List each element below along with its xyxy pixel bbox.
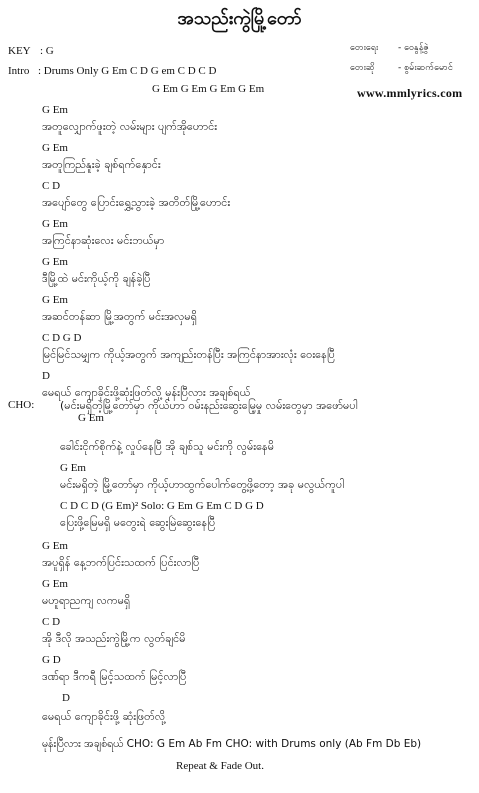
chord-line-16: G D: [42, 654, 61, 666]
chord-line-11: G Em: [60, 462, 86, 474]
lyric-line-1: အတူလျှောက်ဖူးတဲ့ လမ်းများ ပျက်အိုဟောင်း: [42, 120, 218, 133]
chord-line-15: C D: [42, 616, 61, 628]
intro-chords-2: G Em G Em G Em G Em: [152, 83, 265, 95]
credit-singer-role: တေးဆို: [350, 63, 375, 73]
lyric-line-2: အတူကြည်နူးခဲ့ ချစ်ရက်နှောင်း: [42, 158, 161, 171]
outro-note: Repeat & Fade Out.: [176, 760, 264, 772]
chord-line-12: C D C D (G Em)² Solo: G Em G Em C D G D: [60, 500, 264, 512]
chord-line-9: G Em: [78, 412, 104, 424]
chorus-label: CHO:: [8, 399, 35, 411]
lyric-line-6: အဆင်တန်ဆာ မြို့အတွက် မင်းအလှမရှိ: [42, 310, 197, 323]
lyric-line-12: ပြေးဖို့မြေမရှိ မတွေးရဲ ဆွေးမြဲဆွေးနေပြီ: [60, 516, 216, 529]
lyric-line-16: ဒဏ်ရာ ဒီကရီ မြင့်သထက် မြင့်လာပြီ: [42, 670, 187, 683]
lyric-line-17: မေရယ် ကျောခိုင်းဖို့ ဆုံးဖြတ်လို့: [42, 710, 166, 723]
lyric-line-8: မေရယ် ကျောခိုင်းဖို့ဆုံးဖြတ်လို့ မုန်းပြီလား အချစ်ရယ်: [42, 386, 251, 399]
lyric-line-13: အပူရှိန် နေ့ဘက်ပြင်းသထက် ပြင်းလာပြီ: [42, 556, 200, 569]
lyric-line-3: အပျော်တွေ ပြောင်းရွှေ့သွားခဲ့ အတိတ်မြို့ဟောင်း: [42, 196, 231, 209]
credit-writer-name: - ဝေနွန့်ဇွဲ: [398, 43, 429, 53]
chord-line-7: C D G D: [42, 332, 82, 344]
chord-line-2: G Em: [42, 142, 68, 154]
website-link[interactable]: www.mmlyrics.com: [357, 86, 463, 100]
chord-line-17: D: [62, 692, 70, 704]
lyric-line-18: မုန်းပြီလား အချစ်ရယ် CHO: G Em Ab Fm CHO: with Drums only (Ab Fm Db Eb): [42, 738, 422, 750]
lyric-line-15: အို ဒီလို အသည်းကွဲမြို့က လွတ်ချင်မိ: [42, 632, 186, 645]
chord-line-14: G Em: [42, 578, 68, 590]
lyric-line-9: (မင်းမရှိတဲ့မြို့တော်မှာ ကိုယ်ဟာ ဝမ်းနည်းဆွေးမြေ့မှု လမ်းတွေမှာ အဖော်မပါ: [60, 399, 358, 412]
chord-line-13: G Em: [42, 540, 68, 552]
lyric-line-4: အကြင်နာဆုံးလေး မင်းဘယ်မှာ: [42, 234, 165, 247]
lyric-line-5: ဒီမြို့ထဲ မင်းကိုယ့်ကို ချန်ခဲ့ပြီ: [42, 272, 151, 285]
lyric-line-14: မဟူရာညကျ လကမရှိ: [42, 594, 131, 607]
intro-chords-1: : Drums Only G Em C D G em C D C D: [38, 65, 217, 77]
key-label: KEY: [8, 45, 31, 57]
chord-line-4: G Em: [42, 218, 68, 230]
credit-singer-name: - စွမ်းဆက်မောင်: [398, 63, 453, 73]
chord-line-1: G Em: [42, 104, 68, 116]
song-title: အသည်းကွဲမြို့တော်: [177, 8, 302, 28]
lyric-line-11: မင်းမရှိတဲ့ မြို့တော်မှာ ကိုယ့်ဟာထွက်ပေါက်တွေ့ဖို့တော့ အခု မလွယ်ကူပါ: [60, 478, 345, 491]
chord-line-6: G Em: [42, 294, 68, 306]
intro-label: Intro: [8, 65, 30, 77]
key-value: : G: [40, 45, 54, 57]
lyric-line-7: မြင်မြင်သမျှက ကိုယ့်အတွက် အကျည်းတန်ပြီး အကြင်နာအားလုံး ဝေးနေပြီ: [42, 348, 335, 361]
chord-line-8: D: [42, 370, 50, 382]
chord-line-5: G Em: [42, 256, 68, 268]
lyric-line-10: ခေါင်းငိုက်စိုက်နဲ့ လှုပ်နေပြီ အို ချစ်သူ မင်းကို လွမ်းနေမိ: [60, 440, 275, 453]
chord-line-3: C D: [42, 180, 61, 192]
credit-writer-role: တေးရေး: [350, 43, 379, 53]
